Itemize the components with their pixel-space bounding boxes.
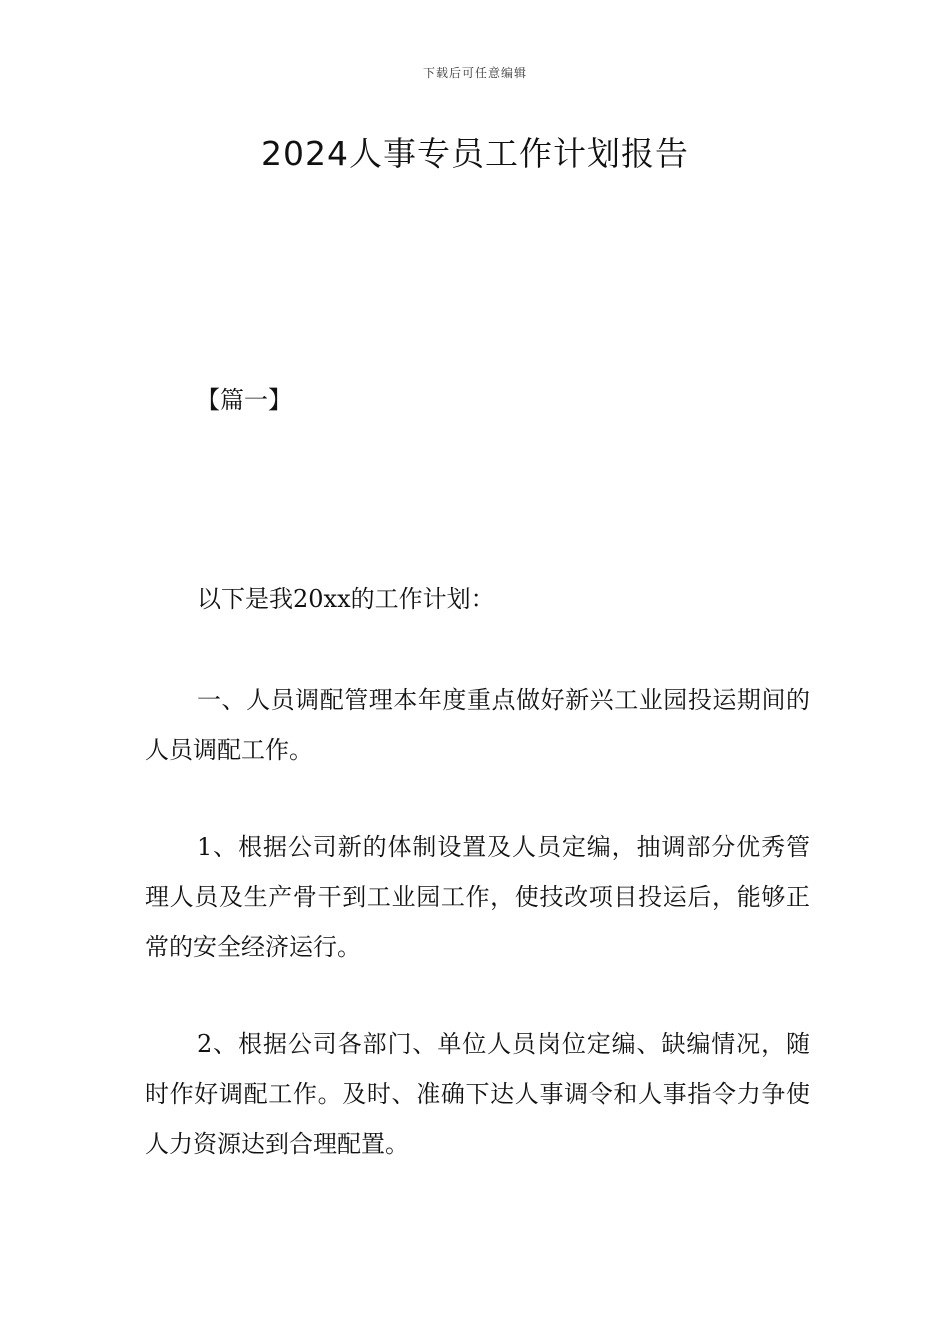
paragraph-item-1: 1、根据公司新的体制设置及人员定编，抽调部分优秀管理人员及生产骨干到工业园工作，使技改项目投运后，能够正常的安全经济运行。 bbox=[145, 833, 810, 961]
paragraph-intro: 以下是我20xx的工作计划： bbox=[197, 585, 495, 613]
header-note: 下载后可任意编辑 bbox=[422, 66, 527, 80]
paragraph-item-2: 2、根据公司各部门、单位人员岗位定编、缺编情况，随时作好调配工作。及时、准确下达人事调令和人事指令力争使人力资源达到合理配置。 bbox=[145, 1030, 810, 1158]
page-title: 2024人事专员工作计划报告 bbox=[261, 134, 689, 173]
paragraph-section-one: 一、人员调配管理本年度重点做好新兴工业园投运期间的人员调配工作。 bbox=[145, 686, 810, 764]
section-label: 【篇一】 bbox=[196, 386, 292, 414]
